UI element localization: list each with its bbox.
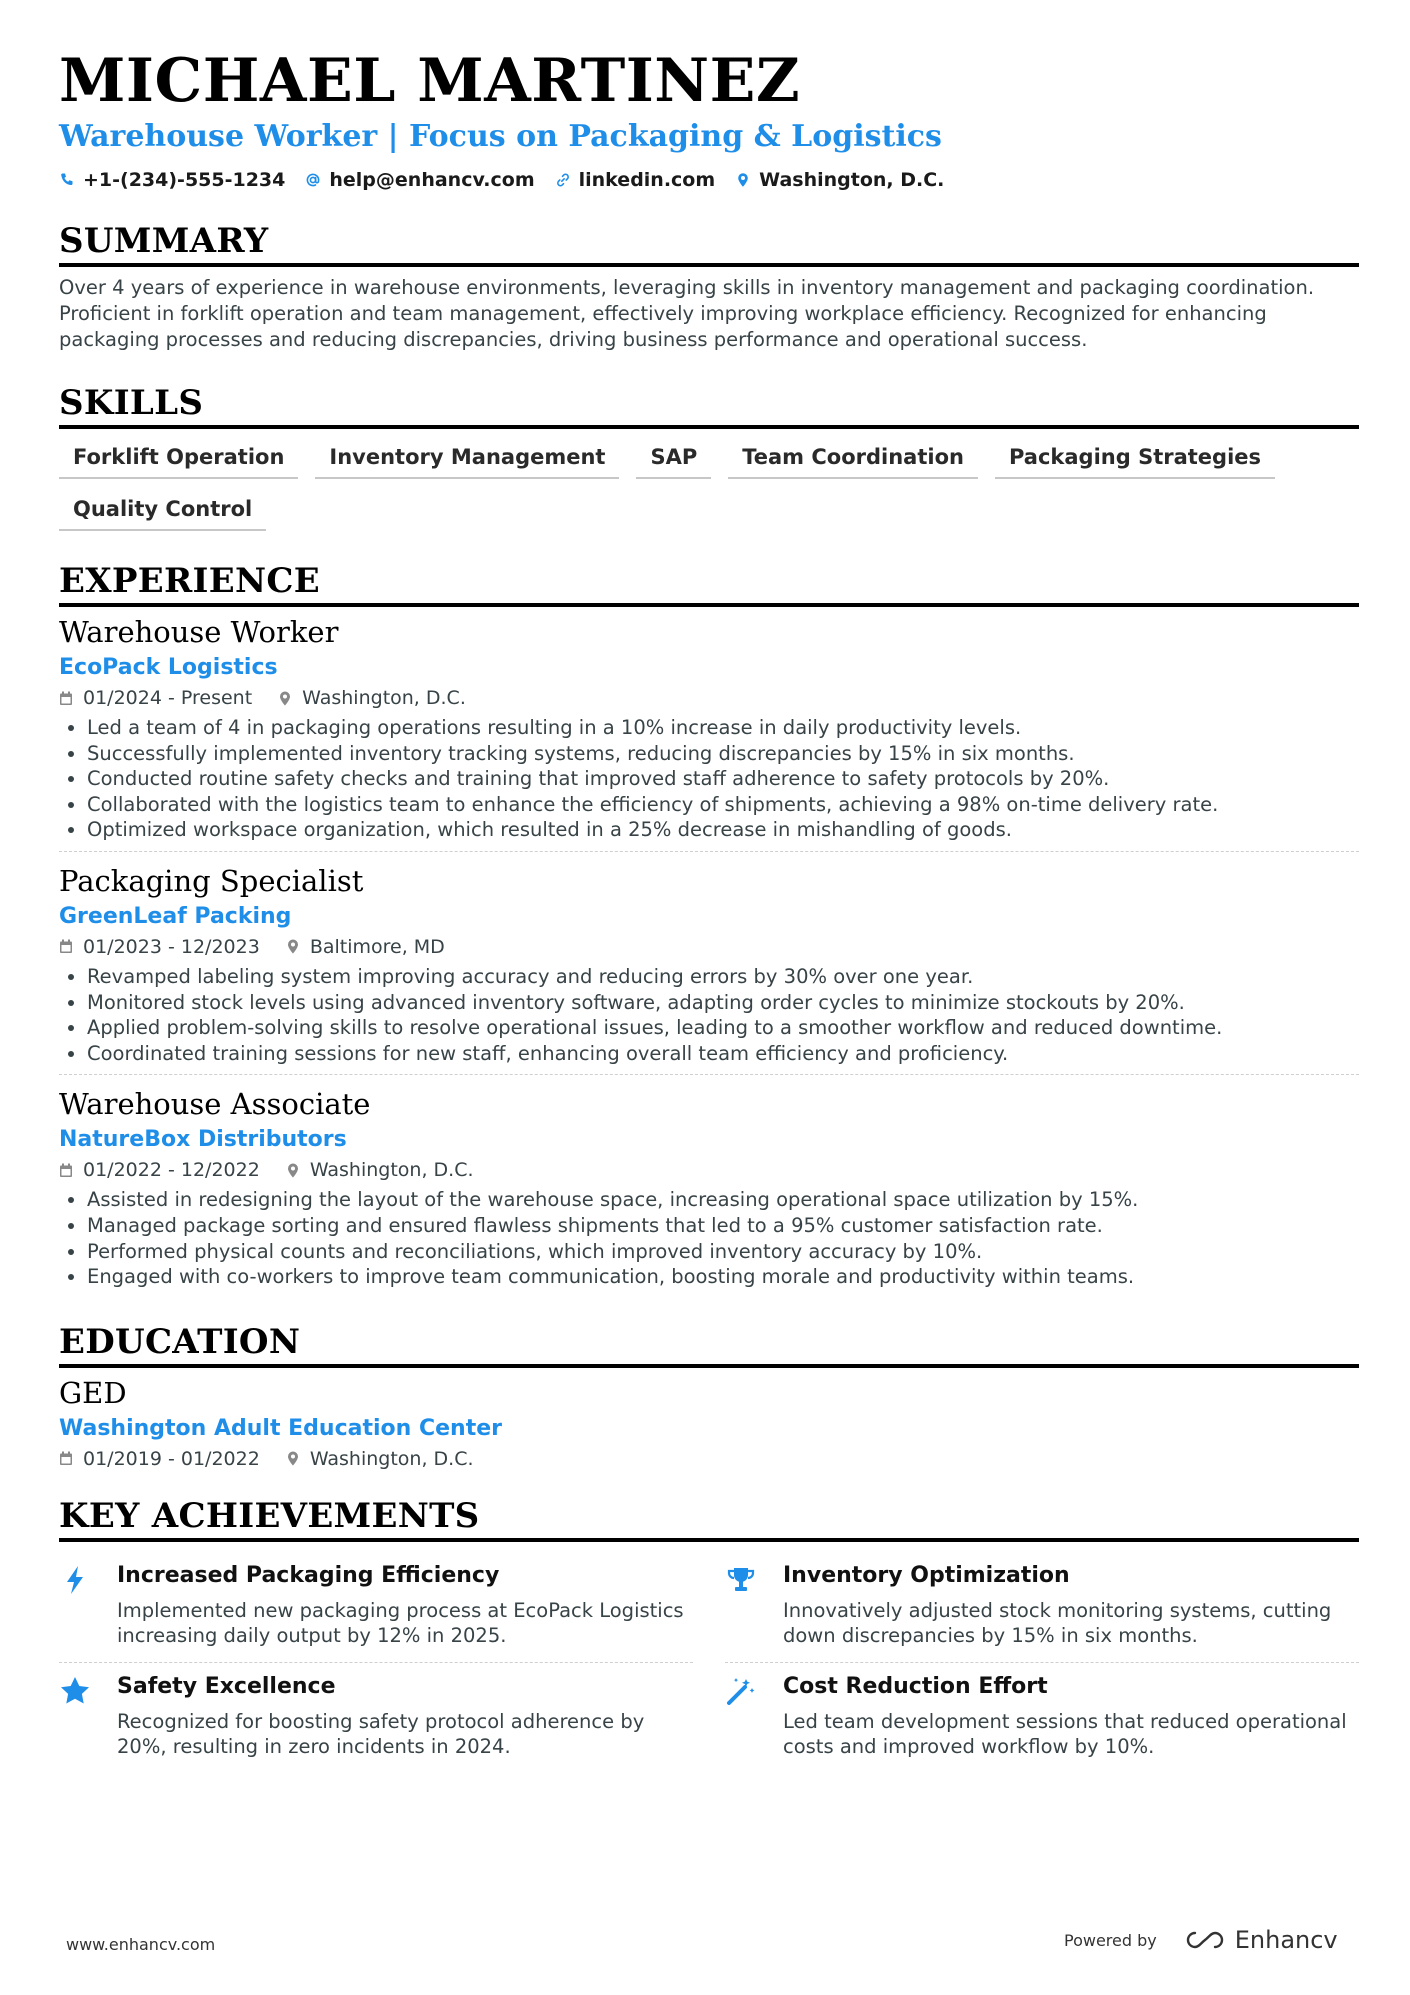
calendar-icon — [59, 939, 73, 954]
achievement-item — [725, 1663, 1359, 1773]
skills-section — [59, 383, 1359, 531]
job-dates: 01/2023 - 12/2023 — [83, 935, 260, 958]
skill-tag: SAP — [636, 441, 711, 479]
degree: GED — [59, 1375, 127, 1410]
location-pin-icon — [735, 172, 751, 188]
contact-location — [735, 169, 944, 191]
trophy-icon — [725, 1562, 759, 1648]
star-icon — [59, 1673, 93, 1759]
company-name: GreenLeaf Packing — [59, 903, 292, 929]
headline: Warehouse Worker | Focus on Packaging & Logistics — [59, 119, 942, 154]
bullet-item: • Optimized workspace organization, which resulted in a 25% decrease in mishandling of goods. — [87, 817, 1359, 843]
contact-phone[interactable] — [59, 169, 285, 191]
education-location: Washington, D.C. — [309, 1447, 474, 1470]
bullet-item: • Applied problem-solving skills to resolve operational issues, leading to a smoother workflow and reduced downtime. — [87, 1015, 1359, 1041]
resume-page — [59, 45, 1359, 1773]
calendar-icon — [59, 1163, 73, 1178]
link-icon — [555, 172, 571, 188]
company-name: NatureBox Distributors — [59, 1127, 347, 1153]
linkedin-text: linkedin.com — [578, 169, 716, 191]
location-pin-icon — [286, 1163, 300, 1178]
company-name: EcoPack Logistics — [59, 655, 278, 680]
school-name: Washington Adult Education Center — [59, 1415, 502, 1441]
job-title: Warehouse Worker — [59, 615, 339, 649]
summary-heading: SUMMARY — [59, 221, 1359, 267]
achievement-desc: Implemented new packaging process at EcoPack Logistics increasing daily output by 12% in 2025. — [117, 1598, 684, 1647]
education-entry — [59, 1374, 1359, 1478]
location-pin-icon — [286, 1451, 300, 1466]
achievement-title: Increased Packaging Efficiency — [117, 1562, 500, 1588]
location-pin-icon — [286, 939, 300, 954]
bullet-item: • Engaged with co-workers to improve team communication, boosting morale and productivity within teams. — [87, 1264, 1359, 1290]
skill-tag: Quality Control — [59, 493, 266, 531]
summary-text: Over 4 years of experience in warehouse environments, leveraging skills in inventory management and packaging coordination. Proficient in forklift operation and team management, effectively improving workplace efficiency. Recognized for enhancing packaging processes and reducing discrepancies, driving business performance and operational success. — [59, 276, 1315, 351]
job-bullets — [59, 964, 1359, 1066]
job-entry — [59, 851, 1359, 1074]
location-text: Washington, D.C. — [759, 169, 945, 191]
lightning-icon — [59, 1562, 93, 1648]
bullet-item: • Coordinated training sessions for new staff, enhancing overall team efficiency and proficiency. — [87, 1041, 1359, 1067]
achievement-item — [725, 1552, 1359, 1663]
skills-heading: SKILLS — [59, 383, 1359, 429]
bullet-item: • Monitored stock levels using advanced inventory software, adapting order cycles to minimize stockouts by 20%. — [87, 990, 1359, 1016]
achievement-item — [59, 1552, 693, 1663]
job-entry — [59, 613, 1359, 851]
phone-icon — [59, 172, 75, 188]
bullet-item: • Revamped labeling system improving accuracy and reducing errors by 30% over one year. — [87, 964, 1359, 990]
job-dates: 01/2024 - Present — [83, 687, 253, 709]
skills-list — [59, 441, 1359, 531]
job-dates: 01/2022 - 12/2022 — [83, 1159, 260, 1182]
contact-email[interactable] — [305, 169, 534, 191]
job-meta — [59, 687, 1359, 709]
summary-section — [59, 221, 1359, 353]
achievements-grid — [59, 1552, 1359, 1773]
achievement-desc: Led team development sessions that reduced operational costs and improved workflow by 10%. — [783, 1709, 1347, 1758]
contact-linkedin[interactable] — [555, 169, 716, 191]
achievement-title: Cost Reduction Effort — [783, 1673, 1048, 1699]
contact-bar — [59, 169, 1359, 191]
powered-by-label: Powered by — [1064, 1930, 1157, 1950]
skill-tag: Team Coordination — [728, 441, 978, 479]
job-meta — [59, 1159, 1359, 1181]
bullet-item: • Led a team of 4 in packaging operations resulting in a 10% increase in daily productivity levels. — [87, 715, 1359, 741]
experience-heading: EXPERIENCE — [59, 561, 1359, 607]
bullet-item: • Performed physical counts and reconciliations, which improved inventory accuracy by 10%. — [87, 1239, 1359, 1265]
calendar-icon — [59, 1451, 73, 1466]
enhancv-logo[interactable] — [1183, 1926, 1338, 1954]
location-pin-icon — [278, 691, 292, 706]
achievement-title: Inventory Optimization — [783, 1562, 1070, 1588]
education-heading: EDUCATION — [59, 1322, 1359, 1368]
job-title: Packaging Specialist — [59, 863, 364, 898]
achievement-item — [59, 1663, 693, 1773]
job-title: Warehouse Associate — [59, 1087, 371, 1122]
calendar-icon — [59, 691, 73, 706]
education-meta — [59, 1448, 1359, 1470]
job-location: Washington, D.C. — [309, 1159, 474, 1182]
skill-tag: Forklift Operation — [59, 441, 298, 479]
job-bullets — [59, 715, 1359, 843]
bullet-item: • Conducted routine safety checks and training that improved staff adherence to safety protocols by 20%. — [87, 766, 1359, 792]
bullet-item: • Collaborated with the logistics team to enhance the efficiency of shipments, achieving a 98% on-time delivery rate. — [87, 792, 1359, 818]
skill-tag: Inventory Management — [315, 441, 619, 479]
bullet-item: • Assisted in redesigning the layout of the warehouse space, increasing operational space utilization by 15%. — [87, 1187, 1359, 1213]
achievements-heading: KEY ACHIEVEMENTS — [59, 1496, 1359, 1542]
bullet-item: • Managed package sorting and ensured flawless shipments that led to a 95% customer satisfaction rate. — [87, 1213, 1359, 1239]
phone-text: +1-(234)-555-1234 — [83, 169, 286, 191]
achievement-desc: Recognized for boosting safety protocol adherence by 20%, resulting in zero incidents in 2024. — [117, 1709, 645, 1758]
brand-name: Enhancv — [1234, 1926, 1338, 1954]
footer-website[interactable]: www.enhancv.com — [66, 1935, 216, 1954]
education-dates: 01/2019 - 01/2022 — [83, 1447, 260, 1470]
at-sign-icon — [305, 172, 321, 188]
experience-section — [59, 561, 1359, 1298]
job-location: Baltimore, MD — [309, 935, 445, 958]
enhancv-logo-icon — [1183, 1929, 1227, 1951]
job-location: Washington, D.C. — [302, 687, 466, 709]
skill-tag: Packaging Strategies — [995, 441, 1275, 479]
achievement-desc: Innovatively adjusted stock monitoring systems, cutting down discrepancies by 15% in six months. — [783, 1598, 1332, 1647]
magic-wand-icon — [725, 1673, 759, 1759]
job-meta — [59, 936, 1359, 958]
candidate-name: MICHAEL MARTINEZ — [59, 46, 801, 116]
job-bullets — [59, 1187, 1359, 1289]
footer-branding — [1064, 1926, 1338, 1954]
education-section — [59, 1322, 1359, 1478]
job-entry — [59, 1074, 1359, 1297]
bullet-item: • Successfully implemented inventory tracking systems, reducing discrepancies by 15% in six months. — [87, 741, 1359, 767]
achievements-section — [59, 1496, 1359, 1773]
email-text: help@enhancv.com — [329, 169, 535, 191]
achievement-title: Safety Excellence — [117, 1673, 336, 1699]
